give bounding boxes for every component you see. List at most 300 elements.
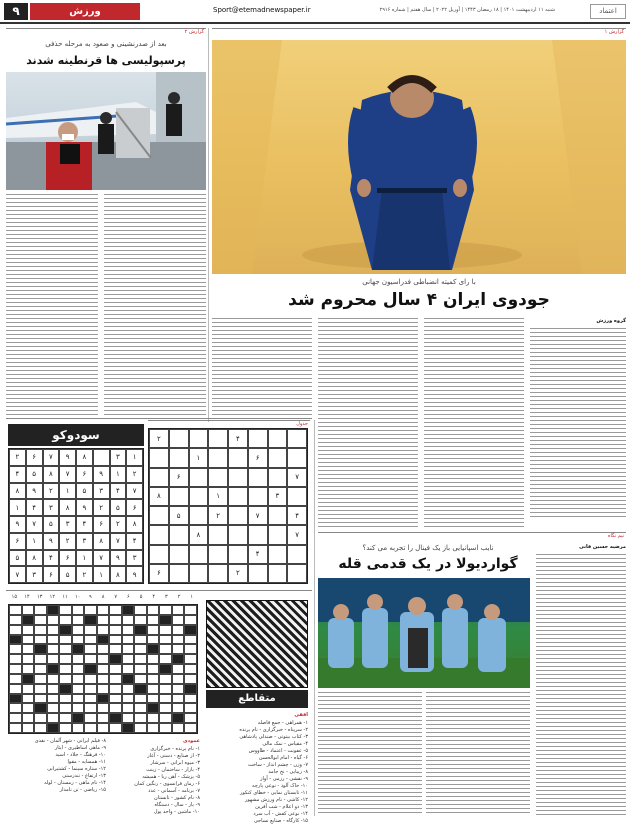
crossword-cell[interactable] <box>184 635 197 645</box>
crossword-cell[interactable] <box>172 644 185 654</box>
crossword-cell[interactable] <box>59 684 72 694</box>
crossword-cell[interactable] <box>134 664 147 674</box>
sudoku-solved-cell: ۸ <box>110 566 127 583</box>
sudoku-solved-cell: ۱ <box>9 499 26 516</box>
crossword-cell[interactable] <box>84 615 97 625</box>
crossword-cell[interactable] <box>47 674 60 684</box>
crossword-cell[interactable] <box>159 674 172 684</box>
crossword-cell[interactable] <box>34 635 47 645</box>
crossword-cell[interactable] <box>47 625 60 635</box>
crossword-cell[interactable] <box>34 654 47 664</box>
crossword-cell[interactable] <box>147 625 160 635</box>
crossword-cell[interactable] <box>184 654 197 664</box>
sudoku-solved-cell: ۹ <box>43 533 60 550</box>
guardiola-subtitle: نایب اسپانیایی باز یک فینال را تجربه می کند؟ <box>362 544 494 552</box>
crossword-cell[interactable] <box>184 625 197 635</box>
crossword-cell[interactable] <box>159 713 172 723</box>
sudoku-solved-cell <box>93 449 110 466</box>
crossword-cell[interactable] <box>134 694 147 704</box>
crossword-cell[interactable] <box>159 703 172 713</box>
crossword-cell[interactable] <box>72 625 85 635</box>
crossword-cell[interactable] <box>47 644 60 654</box>
crossword-cell[interactable] <box>134 723 147 733</box>
crossword-cell[interactable] <box>109 674 122 684</box>
crossword-cell[interactable] <box>159 664 172 674</box>
crossword-cell[interactable] <box>22 644 35 654</box>
crossword-cell[interactable] <box>84 713 97 723</box>
left-headline: پرسپولیسی ها قرنطینه شدند <box>26 54 186 67</box>
crossword-cell[interactable] <box>47 615 60 625</box>
crossword-cell[interactable] <box>72 644 85 654</box>
crossword-cell[interactable] <box>97 605 110 615</box>
sudoku-solved-cell: ۴ <box>9 466 26 483</box>
sudoku-puzzle-cell <box>208 564 228 583</box>
sudoku-puzzle-cell <box>248 468 268 487</box>
crossword-cell[interactable] <box>134 635 147 645</box>
persepolis-photo <box>6 72 206 190</box>
sudoku-solved-cell: ۲ <box>126 466 143 483</box>
crossword-cell[interactable] <box>47 664 60 674</box>
sudoku-puzzle-cell <box>287 564 307 583</box>
crossword-cell[interactable] <box>122 644 135 654</box>
crossword-cell[interactable] <box>122 713 135 723</box>
sudoku-solved-cell: ۲ <box>76 566 93 583</box>
crossword-cell[interactable] <box>134 713 147 723</box>
crossword-cell[interactable] <box>109 644 122 654</box>
vertical-clues-continued <box>10 738 106 816</box>
sudoku-puzzle-cell: ۱ <box>208 487 228 506</box>
crossword-cell[interactable] <box>122 654 135 664</box>
crossword-cell[interactable] <box>122 723 135 733</box>
crossword-cell[interactable] <box>172 654 185 664</box>
crossword-cell[interactable] <box>147 713 160 723</box>
issue-line: شنبه ۱۱ اردیبهشت ۱۴۰۱ | ۱۸ رمضان ۱۴۴۳ | آوریل ۲۰۲۲ | سال هفتم | شماره ۲۹۱۶ <box>379 7 555 13</box>
crossword-cell[interactable] <box>47 723 60 733</box>
crossword-cell[interactable] <box>147 635 160 645</box>
crossword-cell[interactable] <box>9 703 22 713</box>
crossword-cell[interactable] <box>9 694 22 704</box>
crossword-cell[interactable] <box>47 605 60 615</box>
crossword-cell[interactable] <box>59 625 72 635</box>
section-divider <box>6 418 312 419</box>
sudoku-puzzle-cell: ۸ <box>189 525 209 544</box>
crossword-cell[interactable] <box>159 605 172 615</box>
sudoku-solved-cell: ۳ <box>76 533 93 550</box>
judo-subtitle: با رای کمیته انضباطی فدراسیون جهانی <box>362 278 476 286</box>
guardiola-headline: گواردیولا در یک قدمی قله <box>338 556 518 572</box>
crossword-cell[interactable] <box>59 635 72 645</box>
crossword-cell[interactable] <box>159 635 172 645</box>
crossword-cell[interactable] <box>134 654 147 664</box>
crossword-cell[interactable] <box>172 625 185 635</box>
crossword-cell[interactable] <box>159 694 172 704</box>
sudoku-solved-cell: ۲ <box>110 516 127 533</box>
crossword-cell[interactable] <box>172 605 185 615</box>
crossword-cell[interactable] <box>84 605 97 615</box>
crossword-clue: ۳- کتاب بیتوتی - صندلی پادشاهی <box>239 734 308 740</box>
sudoku-solved-cell: ۳ <box>93 483 110 500</box>
crossword-cell[interactable] <box>22 713 35 723</box>
crossword-cell[interactable] <box>47 654 60 664</box>
crossword-cell[interactable] <box>47 684 60 694</box>
sudoku-solved-cell: ۴ <box>76 516 93 533</box>
crossword-cell[interactable] <box>34 644 47 654</box>
crossword-cell[interactable] <box>22 664 35 674</box>
crossword-cell[interactable] <box>159 723 172 733</box>
sudoku-solved-cell: ۸ <box>59 499 76 516</box>
crossword-cell[interactable] <box>184 644 197 654</box>
crossword-cell[interactable] <box>97 644 110 654</box>
sudoku-solved-cell: ۶ <box>126 499 143 516</box>
crossword-clue: ۱۱- همسایه - مقوا <box>67 759 106 765</box>
crossword-cell[interactable] <box>34 664 47 674</box>
sudoku-puzzle-cell <box>189 506 209 525</box>
crossword-cell[interactable] <box>72 694 85 704</box>
crossword-cell[interactable] <box>34 615 47 625</box>
crossword-cell[interactable] <box>84 654 97 664</box>
sudoku-puzzle-cell: ۴ <box>228 429 248 448</box>
crossword-grid <box>8 604 198 734</box>
sudoku-solved-cell: ۵ <box>110 499 127 516</box>
sudoku-solved-cell: ۷ <box>59 466 76 483</box>
crossword-cell[interactable] <box>97 664 110 674</box>
crossword-cell[interactable] <box>184 703 197 713</box>
crossword-cell[interactable] <box>84 684 97 694</box>
crossword-cell[interactable] <box>97 674 110 684</box>
crossword-cell[interactable] <box>122 703 135 713</box>
crossword-cell[interactable] <box>59 703 72 713</box>
crossword-cell[interactable] <box>134 703 147 713</box>
crossword-cell[interactable] <box>184 684 197 694</box>
crossword-cell[interactable] <box>109 654 122 664</box>
crossword-cell[interactable] <box>72 615 85 625</box>
crossword-cell[interactable] <box>147 605 160 615</box>
sudoku-puzzle-cell: ۲ <box>149 429 169 448</box>
crossword-cell[interactable] <box>147 694 160 704</box>
crossword-clue: ۶- گیاه - امام ابوالحسن <box>258 755 308 761</box>
crossword-cell[interactable] <box>172 694 185 704</box>
sudoku-solved-cell: ۱ <box>126 449 143 466</box>
sudoku-solved-cell: ۶ <box>76 466 93 483</box>
sudoku-puzzle-cell: ۲ <box>228 564 248 583</box>
crossword-cell[interactable] <box>22 703 35 713</box>
crossword-cell[interactable] <box>109 625 122 635</box>
crossword-cell[interactable] <box>72 664 85 674</box>
crossword-cell[interactable] <box>109 703 122 713</box>
sudoku-puzzle-cell <box>228 545 248 564</box>
crossword-cell[interactable] <box>47 635 60 645</box>
sudoku-solved-cell: ۲ <box>93 499 110 516</box>
crossword-cell[interactable] <box>9 625 22 635</box>
crossword-cell[interactable] <box>184 664 197 674</box>
crossword-cell[interactable] <box>9 674 22 684</box>
sudoku-solved-cell: ۶ <box>26 449 43 466</box>
sudoku-b-label: جدول <box>148 420 310 428</box>
crossword-cell[interactable] <box>84 635 97 645</box>
crossword-cell[interactable] <box>9 644 22 654</box>
sudoku-solved-cell: ۸ <box>26 550 43 567</box>
crossword-cell[interactable] <box>59 654 72 664</box>
crossword-cell[interactable] <box>147 684 160 694</box>
crossword-cell[interactable] <box>9 654 22 664</box>
crossword-clue: ۴- مقیاس - نمک مالی <box>262 741 308 747</box>
sudoku-solved-cell: ۵ <box>59 566 76 583</box>
crossword-cell[interactable] <box>134 674 147 684</box>
sudoku-puzzle-cell: ۷ <box>287 468 307 487</box>
sudoku-solved-cell: ۵ <box>76 483 93 500</box>
crossword-column-number: ۱۲ <box>49 594 56 600</box>
section-label: ورزش <box>30 3 140 20</box>
crossword-cell[interactable] <box>59 644 72 654</box>
crossword-cell[interactable] <box>34 684 47 694</box>
crossword-cell[interactable] <box>172 635 185 645</box>
crossword-cell[interactable] <box>184 615 197 625</box>
crossword-cell[interactable] <box>97 625 110 635</box>
crossword-cell[interactable] <box>72 684 85 694</box>
guardiola-text-col2 <box>426 692 530 816</box>
crossword-cell[interactable] <box>109 615 122 625</box>
crossword-cell[interactable] <box>84 703 97 713</box>
crossword-cell[interactable] <box>147 654 160 664</box>
crossword-cell[interactable] <box>84 644 97 654</box>
crossword-cell[interactable] <box>84 723 97 733</box>
sudoku-puzzle-cell <box>268 506 288 525</box>
vertical-clues-label: عمودی <box>182 738 200 744</box>
crossword-cell[interactable] <box>59 605 72 615</box>
crossword-cell[interactable] <box>122 694 135 704</box>
crossword-cell[interactable] <box>59 723 72 733</box>
crossword-cell[interactable] <box>147 615 160 625</box>
crossword-cell[interactable] <box>97 713 110 723</box>
crossword-cell[interactable] <box>34 703 47 713</box>
crossword-cell[interactable] <box>9 635 22 645</box>
crossword-cell[interactable] <box>9 615 22 625</box>
crossword-column-number: ۲ <box>177 594 181 600</box>
crossword-cell[interactable] <box>122 635 135 645</box>
crossword-cell[interactable] <box>184 694 197 704</box>
sudoku-solved-cell: ۱ <box>76 550 93 567</box>
crossword-clue: ۸- نام کشور - تابستان <box>154 795 200 801</box>
crossword-cell[interactable] <box>47 703 60 713</box>
crossword-cell[interactable] <box>9 723 22 733</box>
judo-text-col3 <box>318 318 418 528</box>
crossword-cell[interactable] <box>147 703 160 713</box>
crossword-cell[interactable] <box>72 713 85 723</box>
crossword-cell[interactable] <box>72 703 85 713</box>
sudoku-puzzle-cell <box>228 487 248 506</box>
sudoku-puzzle-cell <box>149 525 169 544</box>
crossword-clue: ۱۲- کاشی - نام ورزش مشهور <box>245 797 308 803</box>
crossword-cell[interactable] <box>72 674 85 684</box>
crossword-cell[interactable] <box>97 654 110 664</box>
crossword-cell[interactable] <box>72 635 85 645</box>
sudoku-solved-cell: ۷ <box>126 483 143 500</box>
crossword-cell[interactable] <box>22 723 35 733</box>
crossword-cell[interactable] <box>172 703 185 713</box>
crossword-cell[interactable] <box>184 723 197 733</box>
crossword-cell[interactable] <box>172 615 185 625</box>
crossword-cell[interactable] <box>172 713 185 723</box>
crossword-column-number: ۷ <box>114 594 118 600</box>
crossword-cell[interactable] <box>184 674 197 684</box>
sudoku-puzzle-cell <box>248 429 268 448</box>
sudoku-puzzle-cell <box>169 429 189 448</box>
crossword-cell[interactable] <box>97 615 110 625</box>
crossword-cell[interactable] <box>97 723 110 733</box>
crossword-clue: ۱۳- ارتفاع - تندرستی <box>62 773 106 779</box>
crossword-cell[interactable] <box>109 713 122 723</box>
sudoku-solved-cell: ۹ <box>9 516 26 533</box>
crossword-cell[interactable] <box>122 674 135 684</box>
crossword-cell[interactable] <box>84 625 97 635</box>
sudoku-solved-cell: ۶ <box>43 566 60 583</box>
crossword-column-number: ۸ <box>101 594 105 600</box>
sudoku-puzzle-cell: ۲ <box>208 506 228 525</box>
horizontal-clues-label: افقی <box>294 712 308 718</box>
column-divider <box>314 420 315 816</box>
crossword-cell[interactable] <box>184 713 197 723</box>
sudoku-puzzle-cell <box>189 468 209 487</box>
crossword-cell[interactable] <box>72 605 85 615</box>
crossword-cell[interactable] <box>34 694 47 704</box>
crossword-cell[interactable] <box>84 664 97 674</box>
judo-text-col4 <box>212 318 312 418</box>
crossword-cell[interactable] <box>159 654 172 664</box>
crossword-cell[interactable] <box>134 615 147 625</box>
sudoku-puzzle-cell <box>228 448 248 467</box>
crossword-cell[interactable] <box>22 694 35 704</box>
crossword-column-number: ۱۰ <box>75 594 81 600</box>
crossword-cell[interactable] <box>109 635 122 645</box>
sudoku-solved-cell: ۸ <box>9 483 26 500</box>
crossword-cell[interactable] <box>147 644 160 654</box>
crossword-cell[interactable] <box>147 723 160 733</box>
crossword-cell[interactable] <box>97 635 110 645</box>
crossword-clue: ۷- برنامه - آسمانی - عدد <box>148 788 200 794</box>
crossword-cell[interactable] <box>97 684 110 694</box>
sudoku-puzzle-cell: ۷ <box>287 525 307 544</box>
sudoku-solved-cell: ۱ <box>26 533 43 550</box>
crossword-cell[interactable] <box>59 674 72 684</box>
crossword-cell[interactable] <box>134 684 147 694</box>
sudoku-solved-cell: ۳ <box>43 499 60 516</box>
crossword-clue: ۱۴- نوعی کفش - آب سرد <box>253 811 308 817</box>
crossword-cell[interactable] <box>184 605 197 615</box>
crossword-cell[interactable] <box>59 615 72 625</box>
crossword-clue: ۱- نام پرنده - خبرگزاری <box>150 746 200 752</box>
sudoku-puzzle-cell <box>189 429 209 448</box>
crossword-cell[interactable] <box>34 674 47 684</box>
crossword-cell[interactable] <box>59 694 72 704</box>
crossword-cell[interactable] <box>122 615 135 625</box>
crossword-cell[interactable] <box>122 684 135 694</box>
crossword-cell[interactable] <box>122 625 135 635</box>
sudoku-solved-cell: ۸ <box>93 533 110 550</box>
crossword-cell[interactable] <box>34 625 47 635</box>
crossword-cell[interactable] <box>109 723 122 733</box>
crossword-cell[interactable] <box>109 684 122 694</box>
crossword-clue: ۳- میوه ایرانی - سرشار <box>150 760 200 766</box>
sudoku-solved-cell: ۹ <box>126 566 143 583</box>
crossword-cell[interactable] <box>172 664 185 674</box>
crossword-cell[interactable] <box>72 654 85 664</box>
sudoku-grid-solved <box>8 448 144 584</box>
crossword-cell[interactable] <box>172 723 185 733</box>
crossword-cell[interactable] <box>47 713 60 723</box>
crossword-cell[interactable] <box>122 664 135 674</box>
crossword-cell[interactable] <box>159 625 172 635</box>
crossword-cell[interactable] <box>47 694 60 704</box>
crossword-cell[interactable] <box>134 605 147 615</box>
crossword-cell[interactable] <box>22 654 35 664</box>
crossword-cell[interactable] <box>34 713 47 723</box>
left-subtitle: بعد از صدرنشینی و صعود به مرحله حذفی <box>45 40 167 48</box>
sudoku-solved-cell: ۹ <box>93 466 110 483</box>
sudoku-solved-cell: ۴ <box>110 483 127 500</box>
crossword-cell[interactable] <box>22 635 35 645</box>
crossword-column-numbers <box>8 594 198 602</box>
sudoku-puzzle-cell: ۱ <box>189 448 209 467</box>
crossword-cell[interactable] <box>172 684 185 694</box>
crossword-decoration <box>206 600 308 688</box>
crossword-cell[interactable] <box>9 605 22 615</box>
crossword-clue: ۱۰- فرهنگ - جلاد - اسید <box>55 752 106 758</box>
crossword-clue: ۵- پزشک - آهن ربا - همیشه <box>142 774 200 780</box>
crossword-cell[interactable] <box>84 674 97 684</box>
crossword-cell[interactable] <box>72 723 85 733</box>
crossword-cell[interactable] <box>109 694 122 704</box>
crossword-cell[interactable] <box>147 664 160 674</box>
guardiola-kicker-bar: نیم نگاه <box>318 532 626 540</box>
crossword-cell[interactable] <box>34 605 47 615</box>
page-header <box>0 0 630 24</box>
crossword-cell[interactable] <box>97 703 110 713</box>
crossword-cell[interactable] <box>172 674 185 684</box>
crossword-cell[interactable] <box>159 684 172 694</box>
crossword-cell[interactable] <box>34 723 47 733</box>
crossword-cell[interactable] <box>134 644 147 654</box>
crossword-cell[interactable] <box>9 713 22 723</box>
sudoku-puzzle-cell <box>169 545 189 564</box>
crossword-cell[interactable] <box>159 644 172 654</box>
crossword-cell[interactable] <box>59 664 72 674</box>
sudoku-solved-cell: ۳ <box>110 449 127 466</box>
crossword-cell[interactable] <box>109 605 122 615</box>
crossword-clue: ۱۵- ریاضی - تن نامدار <box>59 787 106 793</box>
crossword-cell[interactable] <box>22 674 35 684</box>
crossword-cell[interactable] <box>22 625 35 635</box>
crossword-cell[interactable] <box>22 615 35 625</box>
crossword-cell[interactable] <box>109 664 122 674</box>
crossword-cell[interactable] <box>97 694 110 704</box>
crossword-cell[interactable] <box>159 615 172 625</box>
crossword-cell[interactable] <box>59 713 72 723</box>
crossword-clue: ۱۱- تابستان نمایی - خطای کنکور <box>239 790 308 796</box>
crossword-cell[interactable] <box>9 664 22 674</box>
crossword-cell[interactable] <box>22 605 35 615</box>
crossword-cell[interactable] <box>84 694 97 704</box>
newspaper-logo: اعتماد <box>590 4 626 19</box>
sudoku-puzzle-cell <box>149 468 169 487</box>
left-article-text-col2 <box>6 194 98 416</box>
sudoku-puzzle-cell: ۳ <box>268 487 288 506</box>
crossword-cell[interactable] <box>9 684 22 694</box>
crossword-cell[interactable] <box>134 625 147 635</box>
crossword-cell[interactable] <box>22 684 35 694</box>
crossword-cell[interactable] <box>122 605 135 615</box>
crossword-cell[interactable] <box>147 674 160 684</box>
sudoku-solved-cell: ۹ <box>110 550 127 567</box>
